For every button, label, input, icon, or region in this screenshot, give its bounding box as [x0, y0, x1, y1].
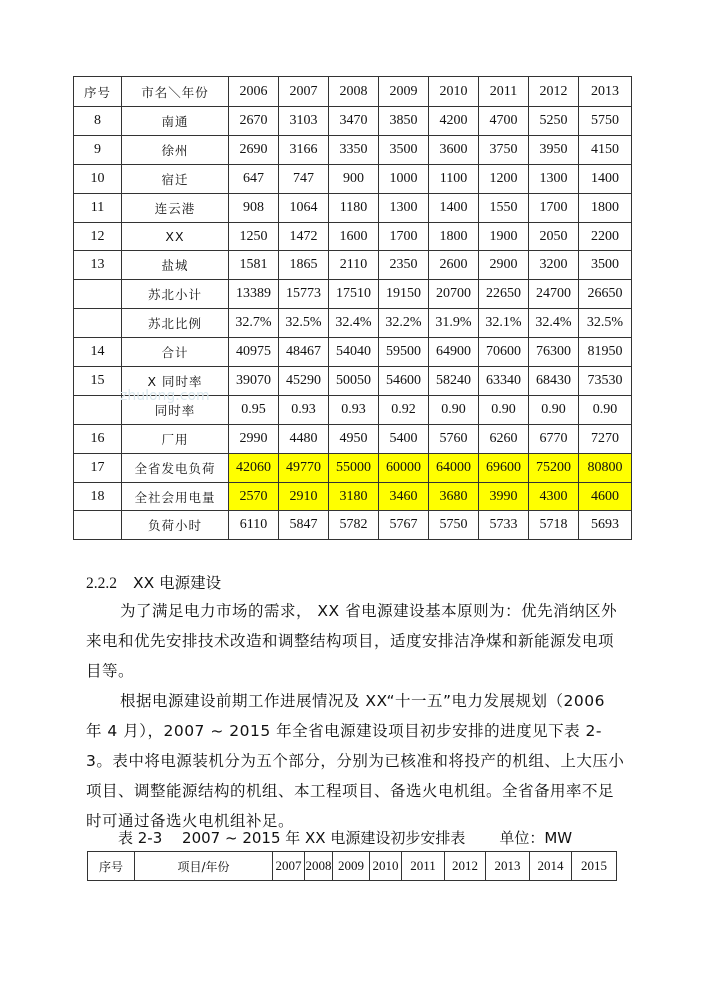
- table-cell: 5250: [529, 107, 579, 136]
- table-cell: 42060: [229, 453, 279, 482]
- table-cell: 5733: [479, 511, 529, 540]
- table-cell: 2900: [479, 251, 529, 280]
- power-plan-table: [87, 851, 617, 881]
- table-cell: 4480: [279, 424, 329, 453]
- table-cell: 1600: [329, 222, 379, 251]
- row-number: 13: [74, 251, 122, 280]
- table-cell: 7270: [579, 424, 632, 453]
- table-cell: 60000: [379, 453, 429, 482]
- table-row: [74, 280, 632, 309]
- table-cell: 2600: [429, 251, 479, 280]
- table-cell: 747: [279, 164, 329, 193]
- table-cell: 22650: [479, 280, 529, 309]
- row-label: 南通: [122, 107, 229, 136]
- section-title: XX 电源建设: [133, 574, 222, 592]
- column-header: 2013: [486, 852, 530, 881]
- table-cell: 1700: [529, 193, 579, 222]
- table-cell: 31.9%: [429, 309, 479, 338]
- table-cell: 70600: [479, 338, 529, 367]
- row-label: 合计: [122, 338, 229, 367]
- table-cell: 32.1%: [479, 309, 529, 338]
- table-cell: 73530: [579, 367, 632, 396]
- table-cell: 80800: [579, 453, 632, 482]
- table-cell: 59500: [379, 338, 429, 367]
- table-row: [74, 453, 632, 482]
- table-cell: 4300: [529, 482, 579, 511]
- watermark: zhulong.com: [120, 388, 210, 404]
- column-header: 2009: [333, 852, 370, 881]
- table-cell: 81950: [579, 338, 632, 367]
- table-cell: 3460: [379, 482, 429, 511]
- table-cell: 40975: [229, 338, 279, 367]
- column-header: 2008: [305, 852, 333, 881]
- table-cell: 6260: [479, 424, 529, 453]
- table-cell: 2990: [229, 424, 279, 453]
- table-cell: 0.90: [479, 395, 529, 424]
- row-number: 18: [74, 482, 122, 511]
- row-number: [74, 309, 122, 338]
- column-header: 序号: [88, 852, 135, 881]
- column-header: 2015: [572, 852, 617, 881]
- row-number: 11: [74, 193, 122, 222]
- table-row: [74, 338, 632, 367]
- table-cell: 5693: [579, 511, 632, 540]
- row-label: 全省发电负荷: [122, 453, 229, 482]
- table-cell: 3680: [429, 482, 479, 511]
- row-label: XX: [122, 222, 229, 251]
- column-header: 2009: [379, 77, 429, 107]
- table-cell: 0.90: [529, 395, 579, 424]
- table-cell: 1180: [329, 193, 379, 222]
- table-cell: 5847: [279, 511, 329, 540]
- table-cell: 6770: [529, 424, 579, 453]
- table-cell: 3850: [379, 107, 429, 136]
- table-cell: 3103: [279, 107, 329, 136]
- table-cell: 0.90: [579, 395, 632, 424]
- column-header: 2007: [279, 77, 329, 107]
- column-header: 2011: [402, 852, 445, 881]
- table-cell: 3500: [379, 135, 429, 164]
- table-cell: 2690: [229, 135, 279, 164]
- section-heading: [86, 568, 221, 599]
- table-cell: 3750: [479, 135, 529, 164]
- table-cell: 55000: [329, 453, 379, 482]
- table-cell: 5400: [379, 424, 429, 453]
- table-cell: 3500: [579, 251, 632, 280]
- table-cell: 0.92: [379, 395, 429, 424]
- column-header: 2013: [579, 77, 632, 107]
- table-cell: 3470: [329, 107, 379, 136]
- table-cell: 3200: [529, 251, 579, 280]
- table-cell: 900: [329, 164, 379, 193]
- row-number: 8: [74, 107, 122, 136]
- row-number: [74, 395, 122, 424]
- table-cell: 1250: [229, 222, 279, 251]
- table-cell: 75200: [529, 453, 579, 482]
- table-cell: 2110: [329, 251, 379, 280]
- column-header: 2012: [445, 852, 486, 881]
- column-header: 2011: [479, 77, 529, 107]
- table-row: [74, 251, 632, 280]
- row-number: 12: [74, 222, 122, 251]
- table-cell: 68430: [529, 367, 579, 396]
- table-row: [74, 395, 632, 424]
- row-label: X 同时率: [122, 367, 229, 396]
- table-cell: 1900: [479, 222, 529, 251]
- table-cell: 647: [229, 164, 279, 193]
- table-cell: 45290: [279, 367, 329, 396]
- table-row: [74, 367, 632, 396]
- table-cell: 1550: [479, 193, 529, 222]
- paragraph-principles: 为了满足电力市场的需求， XX 省电源建设基本原则为：优先消纳区外来电和优先安排技术改造和调整结构项目，适度安排洁净煤和新能源发电项目等。: [86, 602, 618, 680]
- table-cell: 13389: [229, 280, 279, 309]
- table-cell: 32.5%: [279, 309, 329, 338]
- table-cell: 1400: [579, 164, 632, 193]
- row-label: 连云港: [122, 193, 229, 222]
- caption-unit: 单位：MW: [499, 829, 573, 847]
- table-cell: 32.4%: [329, 309, 379, 338]
- table-row: [74, 424, 632, 453]
- table-cell: 4150: [579, 135, 632, 164]
- table-row: [74, 107, 632, 136]
- table-cell: 32.5%: [579, 309, 632, 338]
- column-header: 2012: [529, 77, 579, 107]
- table-cell: 0.90: [429, 395, 479, 424]
- table-cell: 5782: [329, 511, 379, 540]
- column-header: 市名＼年份: [122, 77, 229, 107]
- row-label: 盐城: [122, 251, 229, 280]
- table-caption: [118, 824, 572, 852]
- row-label: 徐州: [122, 135, 229, 164]
- table-cell: 5767: [379, 511, 429, 540]
- table-cell: 4600: [579, 482, 632, 511]
- table-cell: 15773: [279, 280, 329, 309]
- table-cell: 3180: [329, 482, 379, 511]
- table-header-row: [74, 77, 632, 107]
- row-number: 16: [74, 424, 122, 453]
- table-cell: 1700: [379, 222, 429, 251]
- column-header: 2007: [273, 852, 305, 881]
- column-header: 序号: [74, 77, 122, 107]
- table-row: [74, 135, 632, 164]
- paragraph-schedule: 根据电源建设前期工作进展情况及 XX“十一五”电力发展规划（2006 年 4 月），2007 ~ 2015 年全省电源建设项目初步安排的进度见下表 2-3。表中将电源装机分为五个部分，分别为已核准和将投产的机组、上大压小项目、调整能源结构的机组、本工程项目、备选火电机组。全省备用率不足时可通过备选火电机组补足。: [86, 692, 625, 830]
- table-cell: 2200: [579, 222, 632, 251]
- table-cell: 54040: [329, 338, 379, 367]
- table-cell: 1472: [279, 222, 329, 251]
- city-load-table: [73, 76, 632, 540]
- table-cell: 1865: [279, 251, 329, 280]
- table-cell: 1100: [429, 164, 479, 193]
- table-header-row: [88, 852, 617, 881]
- table-cell: 3990: [479, 482, 529, 511]
- table-cell: 1064: [279, 193, 329, 222]
- table-row: [74, 193, 632, 222]
- table-cell: 3600: [429, 135, 479, 164]
- row-number: 17: [74, 453, 122, 482]
- table-cell: 5760: [429, 424, 479, 453]
- section-number: 2.2.2: [86, 575, 117, 592]
- table-cell: 0.93: [329, 395, 379, 424]
- table-cell: 908: [229, 193, 279, 222]
- table-cell: 5718: [529, 511, 579, 540]
- table-cell: 69600: [479, 453, 529, 482]
- table-cell: 1300: [529, 164, 579, 193]
- table-cell: 1581: [229, 251, 279, 280]
- row-label: 苏北小计: [122, 280, 229, 309]
- row-number: 15: [74, 367, 122, 396]
- table-cell: 76300: [529, 338, 579, 367]
- table-cell: 2570: [229, 482, 279, 511]
- table-cell: 2910: [279, 482, 329, 511]
- column-header: 2010: [429, 77, 479, 107]
- table-cell: 6110: [229, 511, 279, 540]
- table-row: [74, 511, 632, 540]
- table-cell: 26650: [579, 280, 632, 309]
- table-cell: 49770: [279, 453, 329, 482]
- table-cell: 3950: [529, 135, 579, 164]
- table-cell: 1000: [379, 164, 429, 193]
- table-cell: 4950: [329, 424, 379, 453]
- table-cell: 58240: [429, 367, 479, 396]
- table-cell: 32.7%: [229, 309, 279, 338]
- table-cell: 1800: [429, 222, 479, 251]
- column-header: 2014: [530, 852, 572, 881]
- table-cell: 20700: [429, 280, 479, 309]
- table-cell: 4200: [429, 107, 479, 136]
- row-number: 9: [74, 135, 122, 164]
- table-row: [74, 309, 632, 338]
- table-cell: 3350: [329, 135, 379, 164]
- table-cell: 2050: [529, 222, 579, 251]
- table-cell: 2350: [379, 251, 429, 280]
- row-label: 全社会用电量: [122, 482, 229, 511]
- table-cell: 54600: [379, 367, 429, 396]
- table-cell: 1800: [579, 193, 632, 222]
- row-label: 宿迁: [122, 164, 229, 193]
- row-label: 同时率: [122, 395, 229, 424]
- column-header: 2006: [229, 77, 279, 107]
- row-number: 10: [74, 164, 122, 193]
- row-number: [74, 511, 122, 540]
- table-cell: 32.2%: [379, 309, 429, 338]
- table-cell: 39070: [229, 367, 279, 396]
- column-header: 项目/年份: [135, 852, 273, 881]
- table-cell: 48467: [279, 338, 329, 367]
- table-cell: 19150: [379, 280, 429, 309]
- table-row: [74, 164, 632, 193]
- table-cell: 63340: [479, 367, 529, 396]
- table-cell: 1200: [479, 164, 529, 193]
- row-number: 14: [74, 338, 122, 367]
- table-row: [74, 222, 632, 251]
- table-cell: 5750: [579, 107, 632, 136]
- caption-text: 表 2-3 2007 ~ 2015 年 XX 电源建设初步安排表: [118, 829, 466, 847]
- table-cell: 32.4%: [529, 309, 579, 338]
- column-header: 2008: [329, 77, 379, 107]
- column-header: 2010: [370, 852, 402, 881]
- table-cell: 64900: [429, 338, 479, 367]
- table-cell: 0.95: [229, 395, 279, 424]
- table-cell: 24700: [529, 280, 579, 309]
- row-label: 负荷小时: [122, 511, 229, 540]
- table-cell: 3166: [279, 135, 329, 164]
- table-cell: 50050: [329, 367, 379, 396]
- row-label: 厂用: [122, 424, 229, 453]
- table-cell: 64000: [429, 453, 479, 482]
- table-cell: 1400: [429, 193, 479, 222]
- table-row: [74, 482, 632, 511]
- table-cell: 5750: [429, 511, 479, 540]
- table-cell: 0.93: [279, 395, 329, 424]
- table-cell: 1300: [379, 193, 429, 222]
- table-cell: 17510: [329, 280, 379, 309]
- table-cell: 2670: [229, 107, 279, 136]
- row-label: 苏北比例: [122, 309, 229, 338]
- row-number: [74, 280, 122, 309]
- table-cell: 4700: [479, 107, 529, 136]
